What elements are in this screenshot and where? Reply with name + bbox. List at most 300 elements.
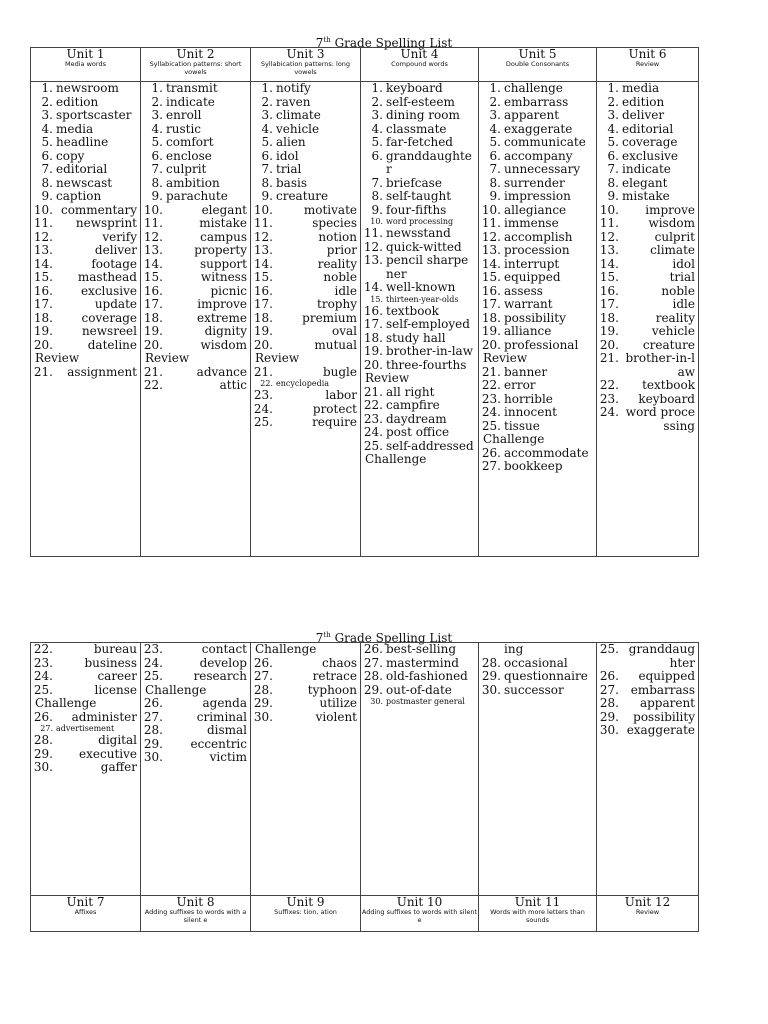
word-item [251,366,360,380]
word-list-cell [31,82,141,557]
word-number: 22. [33,642,53,656]
word-text: campfire [386,398,440,412]
word-item [251,312,360,326]
word-item [361,136,478,150]
word-number: 20. [481,337,501,352]
word-number: 26. [481,445,501,460]
word-number: 27. [253,669,273,683]
word-text: premium [302,310,357,325]
word-number: 19. [363,344,383,358]
word-text: property [194,243,247,257]
word-text: innocent [504,405,557,419]
word-text: sportscaster [56,108,132,122]
word-item [31,204,140,218]
word-text: mistake [199,216,247,230]
word-text: extreme [196,310,247,325]
word-item [31,670,140,684]
word-item [597,177,698,191]
word-number: 13. [143,243,163,257]
word-text: equipped [638,669,695,683]
word-number: 16. [33,283,53,298]
word-item [361,332,478,346]
word-text: unnecessary [504,162,581,176]
word-item [361,204,478,218]
word-text: dignity [204,324,247,338]
word-number: 16. [599,283,619,298]
word-item [251,684,360,698]
word-number: 25. [481,418,501,433]
word-item [141,379,250,393]
word-item [597,123,698,137]
word-number: 28. [599,696,619,710]
word-text: self-employed [386,317,470,331]
section-label: Review [365,371,410,385]
word-item [597,711,698,725]
word-item [479,217,596,231]
unit-header: Unit 7 Affixes [31,896,141,932]
word-number: 14. [143,256,163,271]
word-text: horrible [504,391,553,406]
word-number: 29. [33,746,53,761]
word-number: 11. [481,216,501,230]
word-text: three-fourths [386,357,467,372]
word-number: 20. [253,337,273,352]
word-list [141,82,250,393]
word-item [361,643,478,657]
word-text: deliver [94,243,137,257]
word-text: mastermind [386,655,459,670]
word-number: 4. [151,121,163,136]
word-text: elegant [622,175,668,190]
word-item [479,82,596,96]
section-label: Challenge [365,452,427,466]
word-item [31,150,140,164]
word-item [31,258,140,272]
word-item [479,312,596,326]
word-number: 12. [599,229,619,244]
unit-header: Unit 8 Adding suffixes to words with a silent e [141,896,251,932]
word-number: 16. [253,283,273,298]
word-number: 13. [599,243,619,257]
word-text: bureau [93,642,137,656]
word-text: improve [645,202,695,217]
word-text: business [84,655,137,670]
word-text: update [94,297,137,311]
word-number: 29. [599,709,619,724]
word-item [31,163,140,177]
word-number: 23. [33,655,53,670]
word-text: wisdom [200,337,247,352]
word-item [597,150,698,164]
word-text: word processing [386,217,454,226]
word-text: trophy [317,297,357,311]
word-text: elegant [201,202,247,217]
word-text: textbook [642,378,695,392]
word-text: chaos [322,655,357,670]
word-list-cell [141,643,251,896]
word-number: 18. [33,310,53,325]
word-number: 21. [599,351,619,365]
word-item [141,643,250,657]
word-list [361,82,478,467]
word-text: picnic [210,283,247,298]
word-text: procession [504,243,570,257]
word-item [479,204,596,218]
word-item [141,366,250,380]
section-label: Review [483,351,528,365]
word-number: 7. [151,162,163,176]
word-item [597,285,698,299]
word-text: support [199,256,247,271]
word-number: 4. [41,121,53,136]
word-text: indicate [166,94,215,109]
word-number: 17. [143,297,163,311]
word-number: 28. [143,723,163,737]
word-number: 22. [363,398,383,412]
word-number: 4. [371,121,383,136]
word-text: newscast [56,175,113,190]
word-text: warrant [504,297,553,311]
word-text: newsroom [56,81,119,95]
word-item [361,359,478,373]
word-number: 19. [253,324,273,338]
word-item [141,258,250,272]
word-item [361,345,478,359]
word-item [597,163,698,177]
word-item [251,177,360,191]
word-item [31,748,140,762]
word-text: executive [79,746,137,761]
word-item [251,670,360,684]
word-number: 17. [481,297,501,311]
word-text: newsprint [75,216,137,230]
word-number: 29. [253,696,273,710]
word-text: transmit [166,81,218,95]
word-text: well-known [386,280,456,294]
word-item [479,379,596,393]
word-text: brother-in-law [625,351,695,379]
word-text: species [312,216,357,230]
word-item [251,389,360,403]
word-number: 26. [33,709,53,724]
word-text: textbook [386,303,439,318]
word-text: noble [661,283,695,298]
word-item [31,123,140,137]
word-item [141,123,250,137]
page-title: 7th Grade Spelling List [315,36,453,50]
word-item [31,190,140,204]
word-number: 15. [370,294,383,304]
word-number: 6. [489,148,501,163]
word-text: successor [504,682,564,697]
word-number: 26. [143,696,163,710]
word-text: culprit [166,162,207,176]
word-number: 5. [151,135,163,149]
word-item [361,241,478,255]
word-item [31,734,140,748]
word-text: postmaster general [386,697,465,706]
word-number: 11. [143,216,163,230]
word-text: copy [56,148,85,163]
word-number: 13. [481,243,501,257]
word-text: immense [504,216,559,230]
unit-header: Unit 10 Adding suffixes to words with silent e [361,896,479,932]
word-text: best-selling [386,642,457,656]
word-item [597,190,698,204]
word-item [31,285,140,299]
word-item [479,366,596,380]
word-text: accomplish [504,229,573,244]
word-number: 9. [151,189,163,203]
word-text: caption [56,189,102,203]
word-item [141,657,250,671]
word-item [251,150,360,164]
word-number: 2. [41,94,53,109]
word-text: granddaughter [628,642,695,670]
word-item [479,285,596,299]
word-text: footage [91,256,137,271]
word-text: daydream [386,411,447,426]
word-number: 15. [33,270,53,284]
word-text: administer [71,709,137,724]
word-number: 25. [363,438,383,453]
word-item [251,403,360,417]
word-number: 1. [607,81,619,95]
word-item [597,217,698,231]
word-item [31,244,140,258]
word-text: idle [672,297,695,311]
word-item [361,96,478,110]
word-number: 20. [33,337,53,352]
word-item [597,96,698,110]
section-label: Review [35,351,80,365]
word-number: 13. [253,243,273,257]
section-label: Review [145,351,190,365]
word-text: granddaughter [386,148,472,176]
word-item [141,298,250,312]
word-number: 15. [143,270,163,284]
word-item [597,258,698,272]
word-number: 23. [253,388,273,402]
word-text: thirteen-year-olds [386,294,459,304]
word-number: 10. [253,202,273,217]
word-item [597,298,698,312]
word-number: 24. [599,405,619,419]
word-text: interrupt [504,256,560,271]
word-item [361,281,478,295]
word-item [31,339,140,353]
word-item [597,271,698,285]
word-item [361,386,478,400]
word-item [597,82,698,96]
word-item [31,366,140,380]
word-text: apparent [504,108,560,122]
word-number: 25. [599,642,619,656]
word-item [361,413,478,427]
word-number: 4. [607,121,619,136]
word-number: 9. [371,202,383,217]
word-number: 27. [481,459,501,473]
word-text: exclusive [622,148,679,163]
word-number: 17. [599,297,619,311]
word-item [31,271,140,285]
word-text: reality [317,256,357,271]
word-item [479,325,596,339]
word-item [361,426,478,440]
word-text: exaggerate [504,121,573,136]
word-list-cell [141,82,251,557]
word-text: mistake [622,189,670,203]
word-item [479,271,596,285]
word-item [251,339,360,353]
word-text: allegiance [504,202,567,217]
word-text: prior [326,243,357,257]
word-text: criminal [196,709,247,724]
word-number: 24. [363,425,383,439]
word-number: 25. [143,669,163,683]
word-number: 25. [33,682,53,697]
word-text: self-addressed [386,438,474,453]
word-text: embarrass [504,94,569,109]
word-text: deliver [622,108,665,122]
word-number: 6. [607,148,619,163]
word-number: 19. [33,324,53,338]
word-item [251,244,360,258]
word-number: 13. [363,253,383,267]
word-item [251,123,360,137]
word-number: 12. [481,229,501,244]
word-item [31,96,140,110]
word-number: 28. [363,669,383,683]
word-number: 28. [33,733,53,747]
unit-header: Unit 2 Syllabication patterns: short vowels [141,48,251,82]
word-text: pencil sharpener [386,253,469,281]
word-text: idle [334,283,357,298]
word-text: exaggerate [626,723,695,737]
word-number: 3. [607,108,619,122]
word-item [31,231,140,245]
word-number: 16. [481,283,501,298]
word-number: 8. [261,175,273,190]
word-number: 4. [261,121,273,136]
word-number: 26. [363,642,383,656]
word-number: 15. [599,270,619,284]
word-item [31,298,140,312]
word-number: 14. [363,280,383,294]
word-number: 11. [33,216,53,230]
word-item [31,136,140,150]
word-item [597,670,698,684]
section-label: Challenge [483,432,545,446]
word-item [251,325,360,339]
word-number: 12. [253,229,273,244]
word-item [141,339,250,353]
word-item [31,643,140,657]
word-number: 30. [253,709,273,724]
word-list [31,82,140,379]
word-number: 19. [143,324,163,338]
word-item [361,305,478,319]
word-number: 10. [481,202,501,217]
word-item [141,163,250,177]
word-text: campus [200,229,247,244]
word-number: 5. [261,135,273,149]
word-text: oval [332,324,357,338]
word-number: 5. [489,135,501,149]
word-text: alliance [504,324,552,338]
word-number: 1. [371,81,383,95]
word-item [141,244,250,258]
word-text: violent [315,709,357,724]
word-text: mutual [314,337,357,352]
word-item [597,352,698,379]
word-number: 18. [363,330,383,345]
word-item [251,298,360,312]
word-item [251,163,360,177]
word-text: post office [386,425,450,439]
word-item [141,82,250,96]
word-item [597,312,698,326]
word-text: vehicle [276,121,320,136]
word-number: 3. [261,108,273,122]
word-item [141,325,250,339]
word-item [141,177,250,191]
word-text: culprit [654,229,695,244]
word-number: 21. [143,364,163,379]
word-item [251,697,360,711]
word-number: 18. [599,310,619,325]
word-item [479,447,596,461]
unit-header: Unit 6 Review [597,48,699,82]
word-item [251,109,360,123]
word-number: 6. [151,148,163,163]
word-item [479,339,596,353]
word-list-cell [251,643,361,896]
section-label: Challenge [145,682,207,697]
word-text: enroll [166,108,202,122]
word-text: tissue [504,418,540,433]
word-number: 28. [481,655,501,670]
word-number: 10. [599,202,619,217]
word-text: noble [323,270,357,284]
word-text: encyclopedia [276,379,330,388]
word-text: gaffer [100,760,137,774]
word-text: edition [56,94,99,109]
word-number: 10. [33,202,53,217]
word-number: 25. [253,415,273,429]
word-text: impression [504,189,571,203]
word-text: keyboard [638,391,695,406]
word-number: 2. [371,94,383,109]
word-text: occasional [504,655,568,670]
word-text: editorial [56,162,108,176]
word-item [141,285,250,299]
word-list [141,643,250,765]
word-item [597,379,698,393]
word-text: coverage [81,310,137,325]
word-item [141,697,250,711]
word-item [479,96,596,110]
word-text: require [312,415,357,429]
word-number: 14. [33,256,53,271]
word-number: 7. [607,162,619,176]
word-number: 22. [143,378,163,392]
word-item [479,136,596,150]
word-item [31,217,140,231]
section-label: Challenge [35,696,97,710]
word-text: trial [669,270,695,284]
word-item [251,711,360,725]
